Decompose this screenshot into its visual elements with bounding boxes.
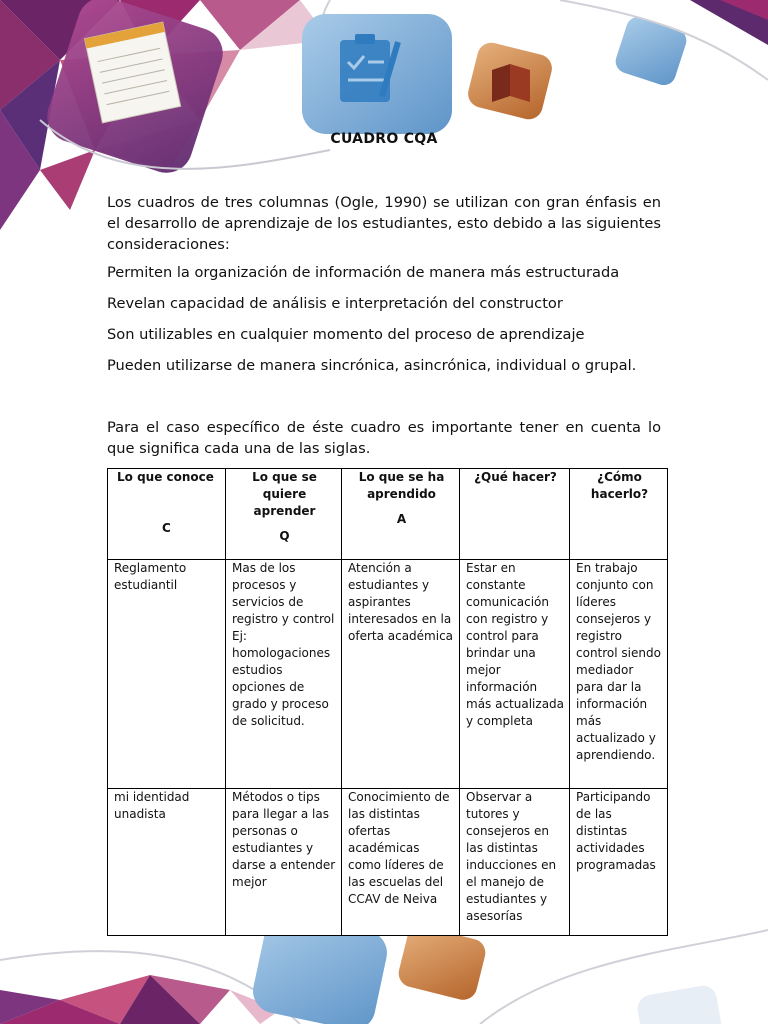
header-cell-como-hacerlo <box>570 469 668 560</box>
header-label: ¿Qué hacer? <box>474 470 557 484</box>
considerations-list <box>107 262 661 386</box>
table-row <box>108 560 668 789</box>
table-cell: Métodos o tips para llegar a las personas o estudiantes y darse a entender mejor <box>226 789 342 936</box>
list-item: Permiten la organización de información de manera más estructurada <box>107 264 620 281</box>
intro-paragraph: Los cuadros de tres columnas (Ogle, 1990) se utilizan con gran énfasis en el desarrollo de aprendizaje de los estudiantes, esto debido a las siguientes consideraciones: <box>107 194 661 253</box>
table-cell: Mas de los procesos y servicios de registro y control Ej: homologaciones estudios opciones de grado y proceso de solicitud. <box>226 560 342 789</box>
page-title: CUADRO CQA <box>330 131 438 147</box>
header-label: ¿Cómo hacerlo? <box>590 470 649 501</box>
blue-tile-small <box>613 14 690 88</box>
header-letter: A <box>396 512 407 526</box>
list-item: Pueden utilizarse de manera sincrónica, asincrónica, individual o grupal. <box>107 357 637 374</box>
table-header-row <box>108 469 668 560</box>
table-cell: Observar a tutores y consejeros en las distintas inducciones en el manejo de estudiantes y asesorías <box>460 789 570 936</box>
header-label: Lo que se ha aprendido <box>358 470 445 501</box>
clipboard-icon <box>340 34 398 102</box>
header-letter: C <box>162 521 171 535</box>
table-cell: Reglamento estudiantil <box>108 560 226 789</box>
header-cell-q <box>226 469 342 560</box>
list-item: Revelan capacidad de análisis e interpretación del constructor <box>107 295 563 312</box>
header-letter: Q <box>279 529 290 543</box>
header-label: Lo que conoce <box>117 470 214 484</box>
list-item: Son utilizables en cualquier momento del proceso de aprendizaje <box>107 326 585 343</box>
header-cell-c <box>108 469 226 560</box>
header-label: Lo que se quiere aprender <box>252 470 317 518</box>
bottom-left-corner-pattern <box>0 975 280 1024</box>
table-cell: mi identidad unadista <box>108 789 226 936</box>
table-row <box>108 789 668 936</box>
table-cell: Atención a estudiantes y aspirantes interesados en la oferta académica <box>342 560 460 789</box>
table-cell: Participando de las distintas actividades programadas <box>570 789 668 936</box>
cqa-table <box>107 468 668 936</box>
table-cell: En trabajo conjunto con líderes consejeros y registro control siendo mediador para dar la información más actualizado y aprendiendo. <box>570 560 668 789</box>
header-cell-a <box>342 469 460 560</box>
header-cell-que-hacer <box>460 469 570 560</box>
note-paragraph: Para el caso específico de éste cuadro es importante tener en cuenta lo que significa cada una de las siglas. <box>107 419 661 457</box>
table-cell: Conocimiento de las distintas ofertas académicas como líderes de las escuelas del CCAV de Neiva <box>342 789 460 936</box>
light-tile-bottom <box>635 984 724 1024</box>
notepad-icon <box>85 22 181 123</box>
table-cell: Estar en constante comunicación con registro y control para brindar una mejor información más actualizada y completa <box>460 560 570 789</box>
